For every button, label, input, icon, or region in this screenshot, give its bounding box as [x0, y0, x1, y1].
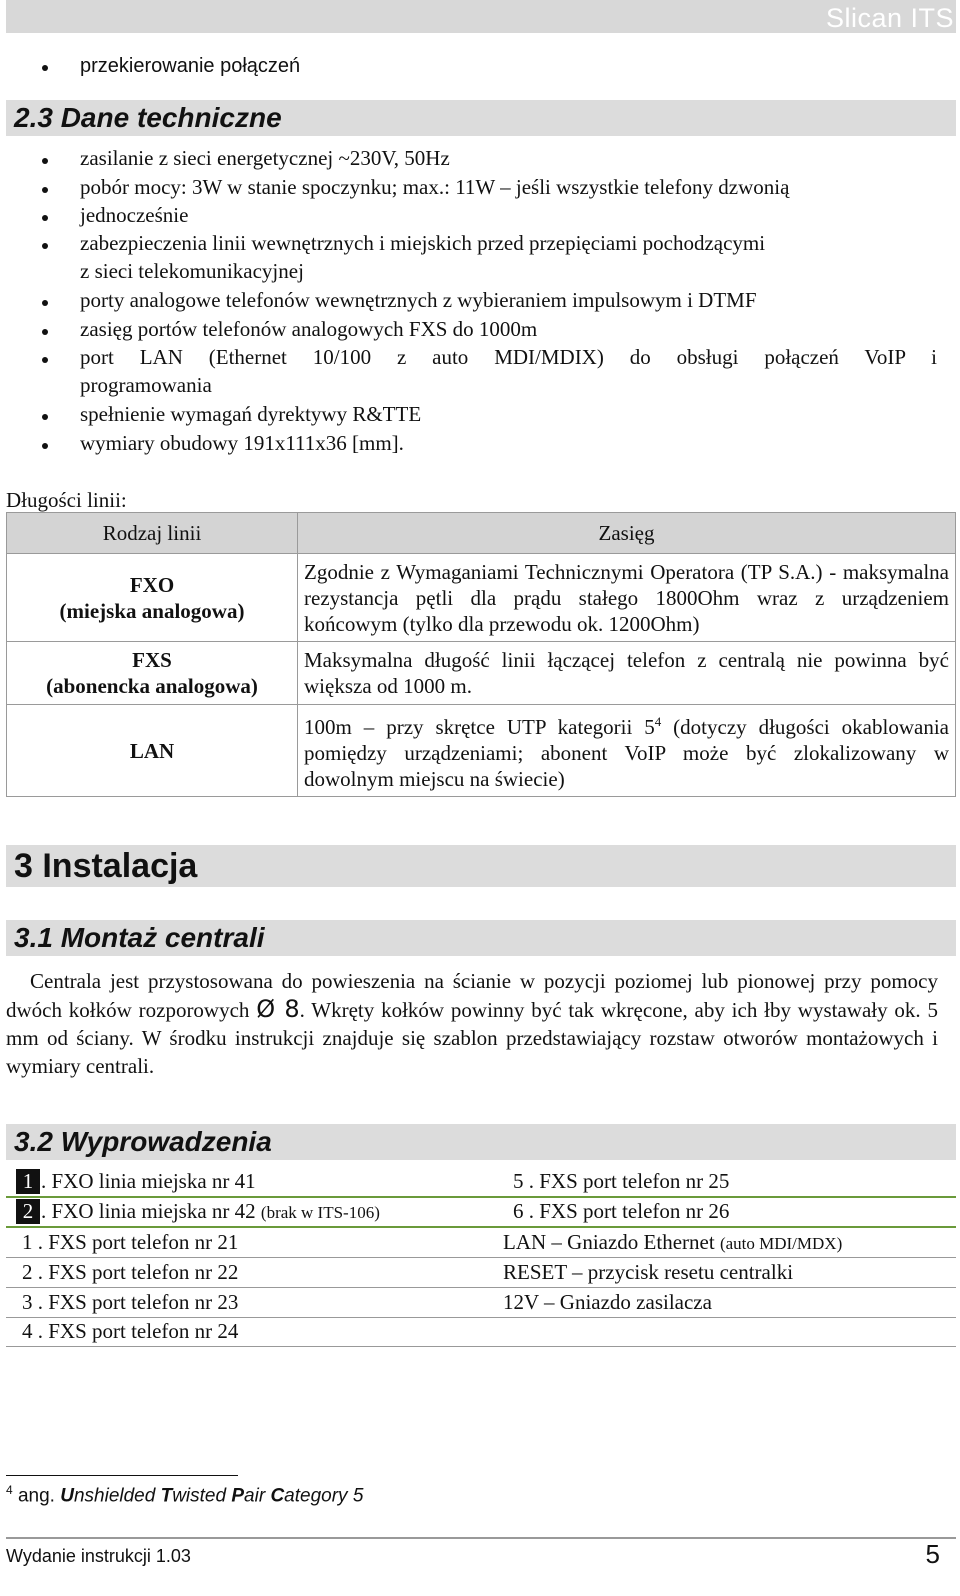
output-row — [6, 1317, 956, 1347]
lengths-label: Długości linii: — [6, 488, 127, 512]
chapter-heading-3 — [6, 845, 956, 887]
bullet-icon — [42, 215, 48, 221]
line-type-desc: (miejska analogowa) — [59, 598, 245, 623]
output-note: (brak w ITS-106) — [260, 1203, 380, 1222]
footnote-initial: T — [160, 1485, 173, 1507]
spec-line: wymiary obudowy 191x111x36 [mm]. — [80, 431, 404, 455]
spec-line-text: port LAN (Ethernet 10/100 z auto MDI/MDIX) do obsługi połączeń VoIP i — [80, 345, 937, 369]
spec-line: zabezpieczenia linii wewnętrznych i miejskich przed przepięciami pochodzącymi — [80, 231, 766, 255]
bullet-icon — [42, 300, 48, 306]
mounting-paragraph — [6, 967, 938, 1080]
spec-line: zasięg portów telefonów analogowych FXS do 1000m — [80, 317, 538, 341]
range-text: (dotyczy długości okablowania pomiędzy urządzeniami; abonent VoIP może być zlokalizowany w dowolnym miejscu na świecie) — [304, 715, 949, 791]
footnote-ref: 4 — [654, 714, 662, 729]
bullet-icon — [42, 187, 48, 193]
footnote-text: wisted — [172, 1485, 232, 1507]
bullet-icon — [42, 65, 48, 71]
output-right: RESET – przycisk resetu centralki — [503, 1260, 794, 1284]
page-number: 5 — [925, 1539, 940, 1569]
output-left-text: . FXO linia miejska nr 42 — [41, 1199, 261, 1223]
spec-line: spełnienie wymagań dyrektywy R&TTE — [80, 402, 422, 426]
bullet-icon — [42, 243, 48, 249]
spec-line: porty analogowe telefonów wewnętrznych z wybieraniem impulsowym i DTMF — [80, 288, 757, 312]
footnote-text: ategory 5 — [284, 1485, 364, 1507]
line-type-cell — [7, 554, 298, 642]
output-right: 6 . FXS port telefon nr 26 — [513, 1199, 730, 1223]
range-cell: Maksymalna długość linii łączącej telefon z centralą nie powinna być większa od 1000 m. — [298, 642, 956, 705]
bullet-icon — [42, 158, 48, 164]
diameter-symbol: Ø 8 — [256, 995, 300, 1023]
line-type-name: LAN — [129, 738, 175, 763]
footnote-text: air — [244, 1485, 271, 1507]
output-row — [6, 1288, 956, 1318]
range-cell — [298, 705, 956, 797]
line-type-cell — [7, 642, 298, 705]
output-left: . FXO linia miejska nr 41 — [41, 1169, 256, 1193]
section-heading-3-1 — [6, 920, 956, 956]
footnote-initial: U — [60, 1485, 74, 1507]
output-row — [6, 1228, 956, 1258]
footnote-mark: 4 — [6, 1483, 13, 1497]
header-bar — [6, 0, 956, 33]
spec-line: pobór mocy: 3W w stanie spoczynku; max.: 11W – jeśli wszystkie telefony dzwonią — [80, 175, 790, 199]
bullet-icon — [42, 414, 48, 420]
output-row — [6, 1197, 956, 1228]
section-heading-3-2 — [6, 1124, 956, 1160]
range-text: 100m – przy skrętce UTP kategorii 5 — [304, 715, 655, 739]
output-number-badge: 2 — [16, 1199, 40, 1224]
section-title: 3.1 Montaż centrali — [14, 922, 265, 953]
table-header-row — [7, 513, 956, 554]
table-header-cell: Zasięg — [298, 513, 956, 554]
spec-line: zasilanie z sieci energetycznej ~230V, 50Hz — [80, 146, 450, 170]
footer-rule — [6, 1537, 956, 1539]
section-title: 3.2 Wyprowadzenia — [14, 1126, 272, 1157]
output-number-badge: 1 — [16, 1169, 40, 1194]
output-right: 5 . FXS port telefon nr 25 — [513, 1169, 730, 1193]
spec-line: z sieci telekomunikacyjnej — [80, 259, 304, 283]
output-right — [503, 1228, 842, 1258]
edition-label: Wydanie instrukcji 1.03 — [6, 1546, 191, 1566]
output-row — [6, 1258, 956, 1288]
output-left: 2 . FXS port telefon nr 22 — [22, 1260, 239, 1284]
footnote — [6, 1483, 363, 1507]
footnote-initial: C — [270, 1485, 285, 1507]
paragraph-text: . Wkręty kołków powinny być tak wkręcone, aby ich łby wystawały ok. 5 mm od ściany. W środku instrukcji znajduje się szablon przedstawiający rozstaw otworów montażowych i wymiary centrali. — [6, 998, 939, 1078]
footnote-text: ang. — [12, 1485, 61, 1507]
spec-line — [80, 343, 937, 371]
spec-line: jednocześnie — [80, 203, 189, 227]
output-left: 1 . FXS port telefon nr 21 — [22, 1230, 239, 1254]
footnote-text: nshielded — [73, 1485, 161, 1507]
output-left: 3 . FXS port telefon nr 23 — [22, 1290, 239, 1314]
bullet-icon — [42, 357, 48, 363]
line-type-cell — [7, 705, 298, 797]
section-heading-2-3 — [6, 100, 956, 136]
bullet-icon — [42, 443, 48, 449]
line-type-name: FXO — [129, 572, 175, 597]
table-row — [7, 705, 956, 797]
line-type-name: FXS — [132, 648, 172, 672]
table-row — [7, 554, 956, 642]
chapter-title: 3 Instalacja — [14, 847, 198, 885]
line-lengths-table — [6, 512, 956, 797]
output-right-text: LAN – Gniazdo Ethernet — [503, 1230, 720, 1254]
footnote-separator — [6, 1475, 238, 1476]
output-left — [41, 1197, 380, 1227]
line-type-desc: (abonencka analogowa) — [46, 674, 258, 698]
brand-name: Slican ITS — [825, 3, 954, 33]
output-right: 12V – Gniazdo zasilacza — [503, 1290, 712, 1314]
output-note: (auto MDI/MDX) — [719, 1234, 843, 1253]
section-title: 2.3 Dane techniczne — [14, 102, 282, 133]
table-row — [7, 642, 956, 705]
range-cell: Zgodnie z Wymaganiami Technicznymi Operatora (TP S.A.) - maksymalna rezystancja pętli dla prądu stałego 1800Ohm wraz z urządzeniem końcowym (tylko dla przewodu ok. 1200Ohm) — [298, 554, 956, 642]
bullet-icon — [42, 329, 48, 335]
spec-line: programowania — [80, 373, 212, 397]
output-row — [6, 1167, 956, 1198]
footnote-initial: P — [231, 1485, 245, 1507]
table-header-cell: Rodzaj linii — [7, 513, 298, 554]
intro-bullet-text: przekierowanie połączeń — [80, 55, 301, 77]
paragraph-text: Centrala jest przystosowana do powieszenia na ścianie w pozycji poziomej lub pionowej przy pomocy dwóch kołków rozporowych — [6, 969, 938, 1022]
output-left: 4 . FXS port telefon nr 24 — [22, 1319, 239, 1343]
